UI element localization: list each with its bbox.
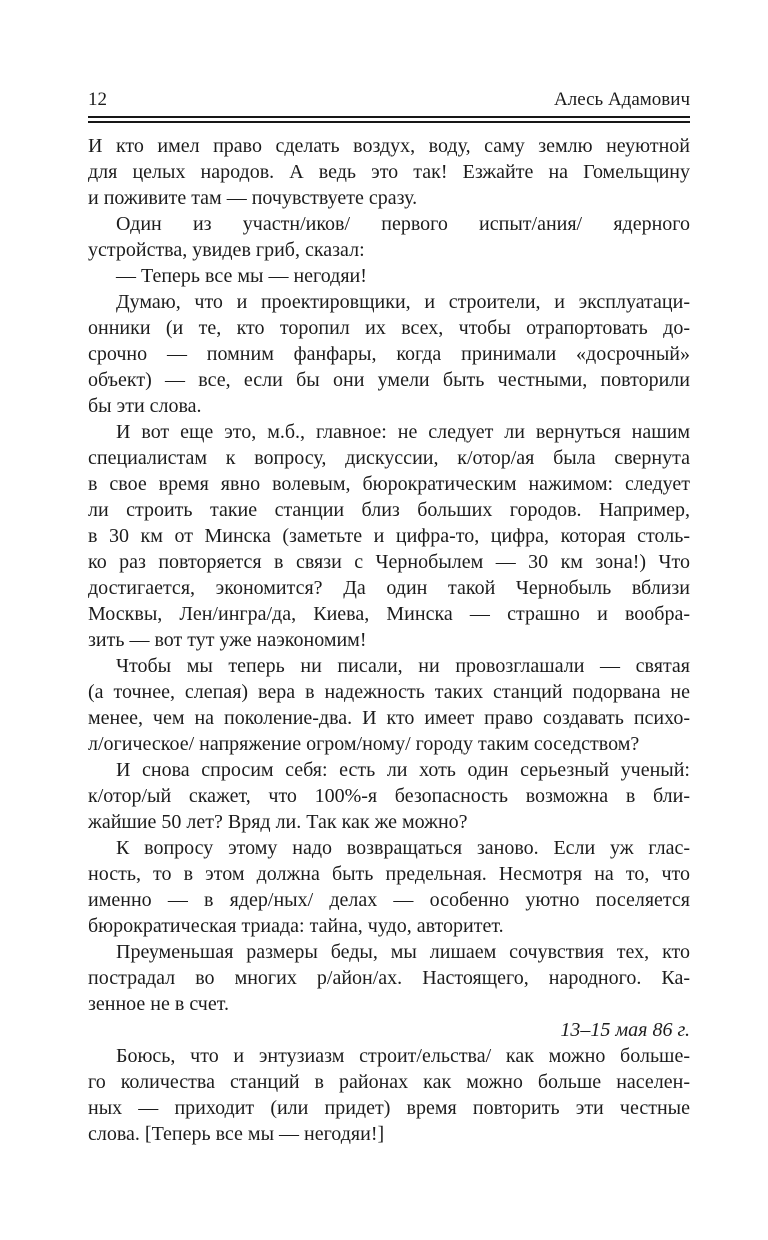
text-line: жайшие 50 лет? Вряд ли. Так как же можно?: [88, 811, 468, 833]
running-head: [88, 89, 690, 111]
text-line: ных — приходит (или придет) время повторить эти честные: [88, 1097, 690, 1119]
text-line: пострадал во многих р/айон/ах. Настоящего, народного. Ка-: [88, 967, 690, 989]
text-line: срочно — помним фанфары, когда принимали «досрочный»: [88, 343, 690, 365]
text-line: зить — вот тут уже наэкономим!: [88, 629, 367, 651]
text-line: специалистам к вопросу, дискуссии, к/отор/ая была свернута: [88, 447, 690, 469]
paragraph: [88, 211, 690, 263]
paragraph: [88, 1043, 690, 1147]
text-line: в свое время явно волевым, бюрократическим нажимом: следует: [88, 473, 690, 495]
text-line: менее, чем на поколение-два. И кто имеет право создавать психо-: [88, 707, 690, 729]
text-line: 13–15 мая 86 г.: [560, 1019, 690, 1041]
text-line: (а точнее, слепая) вера в надежность таких станций подорвана не: [88, 681, 690, 703]
text-line: онники (и те, кто торопил их всех, чтобы отрапортовать до-: [88, 317, 690, 339]
text-line: именно — в ядер/ных/ делах — особенно уютно поселяется: [88, 889, 690, 911]
paragraph: [88, 263, 690, 289]
text-line: ность, то в этом должна быть предельная. Несмотря на то, что: [88, 863, 690, 885]
text-line: го количества станций в районах как можно больше населен-: [88, 1071, 690, 1093]
text-line: ко раз повторяется в связи с Чернобылем — 30 км зона!) Что: [88, 551, 690, 573]
text-line: Чтобы мы теперь ни писали, ни провозглашали — святая: [116, 655, 690, 677]
text-line: бюрократическая триада: тайна, чудо, авторитет.: [88, 915, 504, 937]
text-line: И кто имел право сделать воздух, воду, саму землю неуютной: [88, 135, 690, 157]
text-line: Преуменьшая размеры беды, мы лишаем сочувствия тех, кто: [116, 941, 690, 963]
text-line: л/огическое/ напряжение огром/ному/ городу таким соседством?: [88, 733, 640, 755]
text-line: И вот еще это, м.б., главное: не следует ли вернуться нашим: [116, 421, 690, 443]
paragraph: [88, 289, 690, 419]
text-line: устройства, увидев гриб, сказал:: [88, 239, 365, 261]
text-line: объект) — все, если бы они умели быть честными, повторили: [88, 369, 690, 391]
paragraph: [88, 653, 690, 757]
text-line: И снова спросим себя: есть ли хоть один серьезный ученый:: [116, 759, 690, 781]
text-line: Москвы, Лен/ингра/да, Киева, Минска — страшно и вообра-: [88, 603, 690, 625]
text-line: и поживите там — почувствуете сразу.: [88, 187, 418, 209]
page-number: 12: [88, 89, 107, 110]
text-line: — Теперь все мы — негодяи!: [116, 265, 367, 287]
text-line: достигается, экономится? Да один такой Чернобыль вблизи: [88, 577, 690, 599]
paragraph: [88, 133, 690, 211]
text-line: в 30 км от Минска (заметьте и цифра-то, цифра, которая столь-: [88, 525, 690, 547]
paragraph: [88, 939, 690, 1017]
header-double-rule: [88, 116, 690, 123]
text-line: к/отор/ый скажет, что 100%-я безопасность возможна в бли-: [88, 785, 690, 807]
text-line: Думаю, что и проектировщики, и строители, и эксплуатаци-: [116, 291, 690, 313]
date-line: [88, 1017, 690, 1043]
paragraph: [88, 835, 690, 939]
text-line: зенное не в счет.: [88, 993, 229, 1015]
paragraph: [88, 757, 690, 835]
text-line: для целых народов. А ведь это так! Езжайте на Гомельщину: [88, 161, 690, 183]
text-line: Боюсь, что и энтузиазм строит/ельства/ как можно больше-: [116, 1045, 690, 1067]
text-line: К вопросу этому надо возвращаться заново. Если уж глас-: [116, 837, 690, 859]
text-line: Один из участн/иков/ первого испыт/ания/ ядерного: [116, 213, 690, 235]
text-line: ли строить такие станции близ больших городов. Например,: [88, 499, 690, 521]
text-line: слова. [Теперь все мы — негодяи!]: [88, 1123, 385, 1145]
body-text: [88, 133, 690, 1147]
text-line: бы эти слова.: [88, 395, 202, 417]
paragraph: [88, 419, 690, 653]
running-head-author: Алесь Адамович: [554, 89, 690, 110]
